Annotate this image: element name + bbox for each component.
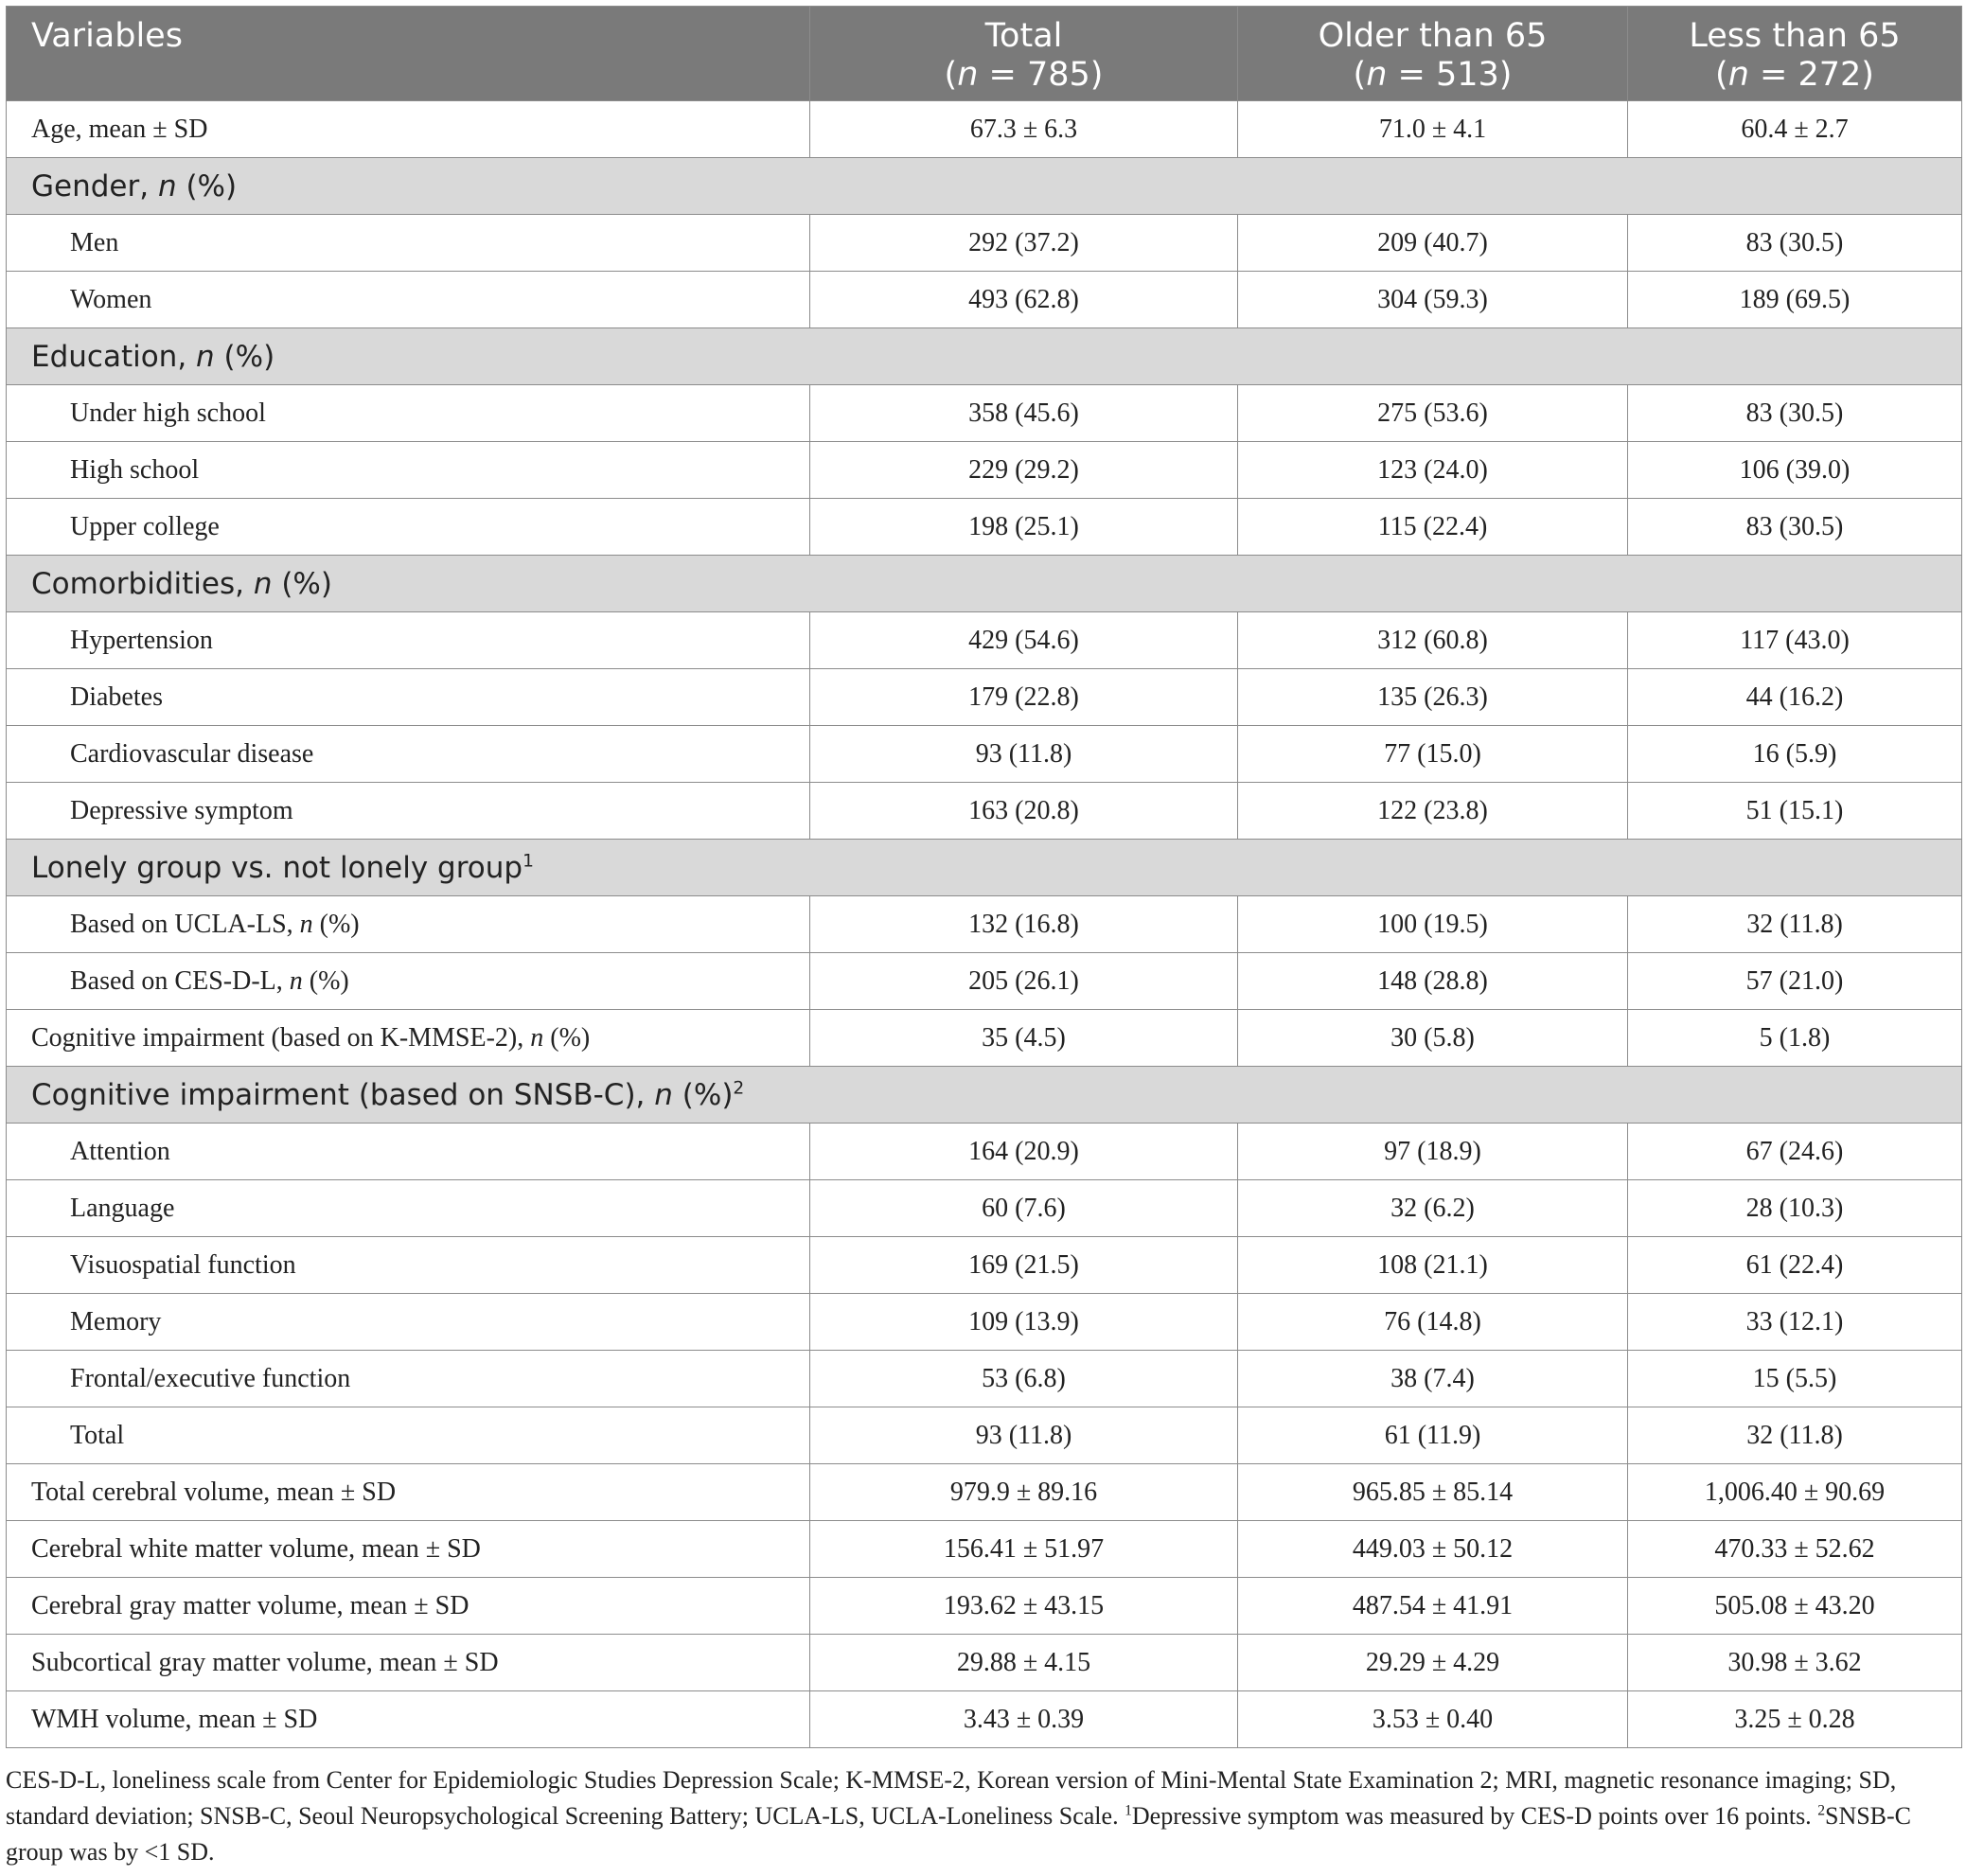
cell-less: 83 (30.5)	[1628, 385, 1962, 442]
footnote-sup-2: 2	[1817, 1802, 1825, 1819]
cell-total: 193.62 ± 43.15	[810, 1578, 1238, 1635]
table-row	[7, 1237, 1962, 1294]
characteristics-table	[6, 6, 1962, 1748]
cell-total: 979.9 ± 89.16	[810, 1464, 1238, 1521]
row-label: High school	[7, 442, 810, 499]
row-label: Women	[7, 272, 810, 328]
row-label: Age, mean ± SD	[7, 101, 810, 158]
cell-less: 505.08 ± 43.20	[1628, 1578, 1962, 1635]
cell-total: 205 (26.1)	[810, 953, 1238, 1010]
header-total-n: (n = 785)	[944, 56, 1104, 94]
header-less-label: Less than 65	[1689, 17, 1901, 55]
header-total-label: Total	[984, 17, 1063, 55]
cell-less: 32 (11.8)	[1628, 1407, 1962, 1464]
table-row	[7, 1351, 1962, 1407]
cell-total: 53 (6.8)	[810, 1351, 1238, 1407]
cell-less: 106 (39.0)	[1628, 442, 1962, 499]
section-row	[7, 158, 1962, 215]
row-label: Cardiovascular disease	[7, 726, 810, 783]
cell-total: 169 (21.5)	[810, 1237, 1238, 1294]
table-row	[7, 1578, 1962, 1635]
header-variables: Variables	[7, 7, 810, 101]
section-lonely	[7, 840, 1962, 896]
row-label: Diabetes	[7, 669, 810, 726]
cell-older: 77 (15.0)	[1238, 726, 1628, 783]
table-row	[7, 1521, 1962, 1578]
row-label: Subcortical gray matter volume, mean ± SD	[7, 1635, 810, 1691]
header-less-n: (n = 272)	[1715, 56, 1874, 94]
row-label: Under high school	[7, 385, 810, 442]
table-row	[7, 896, 1962, 953]
section-row	[7, 1067, 1962, 1124]
cell-older: 76 (14.8)	[1238, 1294, 1628, 1351]
row-label: WMH volume, mean ± SD	[7, 1691, 810, 1748]
cell-older: 487.54 ± 41.91	[1238, 1578, 1628, 1635]
cell-total: 163 (20.8)	[810, 783, 1238, 840]
header-row	[7, 7, 1962, 101]
section-snsb	[7, 1067, 1962, 1124]
cell-older: 115 (22.4)	[1238, 499, 1628, 556]
table-row	[7, 101, 1962, 158]
cell-total: 156.41 ± 51.97	[810, 1521, 1238, 1578]
table-row	[7, 726, 1962, 783]
cell-older: 108 (21.1)	[1238, 1237, 1628, 1294]
cell-older: 71.0 ± 4.1	[1238, 101, 1628, 158]
cell-total: 358 (45.6)	[810, 385, 1238, 442]
row-label: Men	[7, 215, 810, 272]
cell-less: 16 (5.9)	[1628, 726, 1962, 783]
cell-total: 60 (7.6)	[810, 1180, 1238, 1237]
footnote-sup-1: 1	[1125, 1802, 1132, 1819]
footnote-note-2: SNSB-C group was by <1 SD.	[6, 1802, 1912, 1866]
header-total	[810, 7, 1238, 101]
cell-less: 30.98 ± 3.62	[1628, 1635, 1962, 1691]
cell-total: 35 (4.5)	[810, 1010, 1238, 1067]
table-row	[7, 612, 1962, 669]
cell-less: 67 (24.6)	[1628, 1124, 1962, 1180]
table-row	[7, 215, 1962, 272]
row-label: Total	[7, 1407, 810, 1464]
cell-total: 132 (16.8)	[810, 896, 1238, 953]
table-row	[7, 783, 1962, 840]
table-row	[7, 442, 1962, 499]
cell-total: 93 (11.8)	[810, 726, 1238, 783]
cell-total: 179 (22.8)	[810, 669, 1238, 726]
table-row	[7, 953, 1962, 1010]
cell-older: 97 (18.9)	[1238, 1124, 1628, 1180]
cell-older: 3.53 ± 0.40	[1238, 1691, 1628, 1748]
cell-less: 57 (21.0)	[1628, 953, 1962, 1010]
section-gender: Gender, n (%)	[7, 158, 1962, 215]
cell-less: 60.4 ± 2.7	[1628, 101, 1962, 158]
row-label: Cognitive impairment (based on K-MMSE-2), n (%)	[7, 1010, 810, 1067]
cell-total: 198 (25.1)	[810, 499, 1238, 556]
cell-less: 61 (22.4)	[1628, 1237, 1962, 1294]
table-row	[7, 1180, 1962, 1237]
row-label: Hypertension	[7, 612, 810, 669]
section-row	[7, 556, 1962, 612]
cell-less: 117 (43.0)	[1628, 612, 1962, 669]
cell-less: 44 (16.2)	[1628, 669, 1962, 726]
cell-less: 83 (30.5)	[1628, 499, 1962, 556]
cell-less: 5 (1.8)	[1628, 1010, 1962, 1067]
cell-less: 33 (12.1)	[1628, 1294, 1962, 1351]
cell-total: 93 (11.8)	[810, 1407, 1238, 1464]
row-label: Depressive symptom	[7, 783, 810, 840]
table-row	[7, 1464, 1962, 1521]
table-row	[7, 1124, 1962, 1180]
footnote-abbreviations: CES-D-L, loneliness scale from Center for Epidemiologic Studies Depression Scale; K-MMSE-2, Korean version of Mini-Mental State Examination 2; MRI, magnetic resonance imaging; SD, standard deviation; SNSB-C, Seoul Neuropsychological Screening Battery; UCLA-LS, UCLA-Loneliness Scale.	[6, 1766, 1897, 1830]
row-label: Total cerebral volume, mean ± SD	[7, 1464, 810, 1521]
row-label: Language	[7, 1180, 810, 1237]
cell-less: 32 (11.8)	[1628, 896, 1962, 953]
cell-less: 51 (15.1)	[1628, 783, 1962, 840]
cell-older: 38 (7.4)	[1238, 1351, 1628, 1407]
row-label: Cerebral gray matter volume, mean ± SD	[7, 1578, 810, 1635]
table-row	[7, 669, 1962, 726]
row-label: Attention	[7, 1124, 810, 1180]
cell-older: 61 (11.9)	[1238, 1407, 1628, 1464]
table-container	[6, 6, 1961, 1748]
row-label: Based on UCLA-LS, n (%)	[7, 896, 810, 953]
section-comorbidities: Comorbidities, n (%)	[7, 556, 1962, 612]
table-row	[7, 272, 1962, 328]
cell-total: 429 (54.6)	[810, 612, 1238, 669]
cell-older: 32 (6.2)	[1238, 1180, 1628, 1237]
row-label: Cerebral white matter volume, mean ± SD	[7, 1521, 810, 1578]
cell-total: 164 (20.9)	[810, 1124, 1238, 1180]
row-label: Upper college	[7, 499, 810, 556]
section-education: Education, n (%)	[7, 328, 1962, 385]
header-less	[1628, 7, 1962, 101]
cell-total: 292 (37.2)	[810, 215, 1238, 272]
cell-older: 312 (60.8)	[1238, 612, 1628, 669]
header-older-n: (n = 513)	[1353, 56, 1513, 94]
cell-less: 28 (10.3)	[1628, 1180, 1962, 1237]
row-label: Based on CES-D-L, n (%)	[7, 953, 810, 1010]
footnote-marker-1: 1	[522, 851, 534, 872]
table-row	[7, 1691, 1962, 1748]
table-row	[7, 1294, 1962, 1351]
table-row	[7, 1010, 1962, 1067]
cell-less: 83 (30.5)	[1628, 215, 1962, 272]
cell-total: 229 (29.2)	[810, 442, 1238, 499]
footnote-note-1: Depressive symptom was measured by CES-D points over 16 points.	[1131, 1802, 1818, 1830]
section-snsb-label: Cognitive impairment (based on SNSB-C), n (%)	[31, 1077, 734, 1112]
cell-older: 275 (53.6)	[1238, 385, 1628, 442]
cell-older: 29.29 ± 4.29	[1238, 1635, 1628, 1691]
cell-older: 100 (19.5)	[1238, 896, 1628, 953]
cell-older: 304 (59.3)	[1238, 272, 1628, 328]
cell-less: 189 (69.5)	[1628, 272, 1962, 328]
cell-total: 29.88 ± 4.15	[810, 1635, 1238, 1691]
cell-older: 122 (23.8)	[1238, 783, 1628, 840]
cell-total: 67.3 ± 6.3	[810, 101, 1238, 158]
cell-less: 1,006.40 ± 90.69	[1628, 1464, 1962, 1521]
cell-total: 109 (13.9)	[810, 1294, 1238, 1351]
cell-older: 135 (26.3)	[1238, 669, 1628, 726]
table-row	[7, 385, 1962, 442]
cell-older: 209 (40.7)	[1238, 215, 1628, 272]
table-row	[7, 1635, 1962, 1691]
row-label: Memory	[7, 1294, 810, 1351]
section-row	[7, 328, 1962, 385]
cell-older: 30 (5.8)	[1238, 1010, 1628, 1067]
cell-total: 493 (62.8)	[810, 272, 1238, 328]
row-label: Visuospatial function	[7, 1237, 810, 1294]
table-footnote	[6, 1762, 1961, 1870]
cell-older: 449.03 ± 50.12	[1238, 1521, 1628, 1578]
cell-less: 15 (5.5)	[1628, 1351, 1962, 1407]
cell-total: 3.43 ± 0.39	[810, 1691, 1238, 1748]
row-label: Frontal/executive function	[7, 1351, 810, 1407]
table-row	[7, 499, 1962, 556]
cell-older: 123 (24.0)	[1238, 442, 1628, 499]
footnote-marker-2: 2	[733, 1078, 745, 1099]
cell-older: 148 (28.8)	[1238, 953, 1628, 1010]
header-older-label: Older than 65	[1318, 17, 1548, 55]
header-older	[1238, 7, 1628, 101]
cell-older: 965.85 ± 85.14	[1238, 1464, 1628, 1521]
cell-less: 3.25 ± 0.28	[1628, 1691, 1962, 1748]
section-row	[7, 840, 1962, 896]
cell-less: 470.33 ± 52.62	[1628, 1521, 1962, 1578]
section-lonely-label: Lonely group vs. not lonely group	[31, 850, 523, 885]
table-row	[7, 1407, 1962, 1464]
